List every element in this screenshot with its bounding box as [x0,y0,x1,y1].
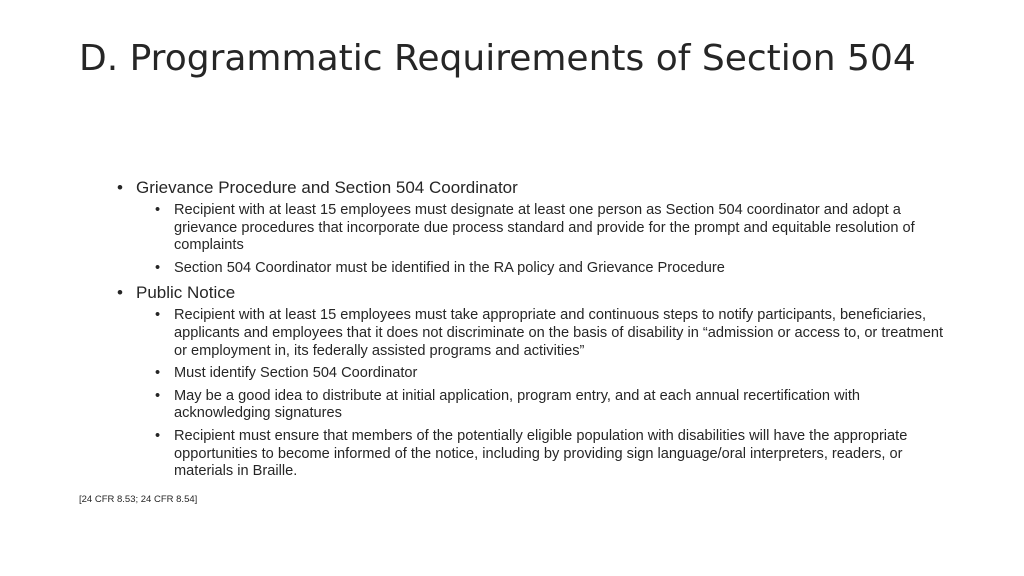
sub-bullet-item [155,307,947,360]
bullet-icon: • [117,178,123,197]
bullet-list [117,177,947,481]
sub-bullet-text: Recipient must ensure that members of the potentially eligible population with disabilities will have the appropriate opportunities to become informed of the notice, including by providing sign language/oral interpreters, readers, or materials in Braille. [174,427,908,480]
bullet-icon: • [155,259,161,276]
bullet-heading: Public Notice [136,283,236,303]
sub-bullet-list [155,307,947,480]
slide-content [117,177,947,486]
sub-bullet-text: Section 504 Coordinator must be identified in the RA policy and Grievance Procedure [174,259,725,276]
sub-bullet-item [155,365,947,383]
citation-footnote: [24 CFR 8.53; 24 CFR 8.54] [79,494,198,505]
bullet-icon: • [155,365,161,382]
bullet-icon: • [155,307,161,324]
sub-bullet-item [155,260,947,278]
sub-bullet-item [155,388,947,423]
sub-bullet-text: Recipient with at least 15 employees must designate at least one person as Section 504 coordinator and adopt a grievance procedures that incorporate due process standard and provide for the prompt and equitable resolution of complaints [174,202,915,254]
bullet-icon: • [155,202,161,218]
sub-bullet-list [155,202,947,277]
bullet-icon: • [155,427,161,444]
sub-bullet-text: Must identify Section 504 Coordinator [174,365,418,382]
bullet-public-notice [117,282,947,480]
slide-title: D. Programmatic Requirements of Section 504 [79,38,916,79]
sub-bullet-text: May be a good idea to distribute at initial application, program entry, and at each annual recertification with acknowledging signatures [174,387,861,422]
bullet-icon: • [155,387,161,404]
bullet-grievance-procedure [117,177,947,277]
sub-bullet-text: Recipient with at least 15 employees must take appropriate and continuous steps to notify participants, beneficiaries, applicants and employees that it does not discriminate on the basis of disability in “admission or access to, or treatment or employment in, its federally assisted programs and activities” [174,307,943,359]
sub-bullet-item [155,202,947,255]
sub-bullet-item [155,428,947,481]
bullet-heading: Grievance Procedure and Section 504 Coordinator [136,178,518,197]
bullet-icon: • [117,283,123,303]
